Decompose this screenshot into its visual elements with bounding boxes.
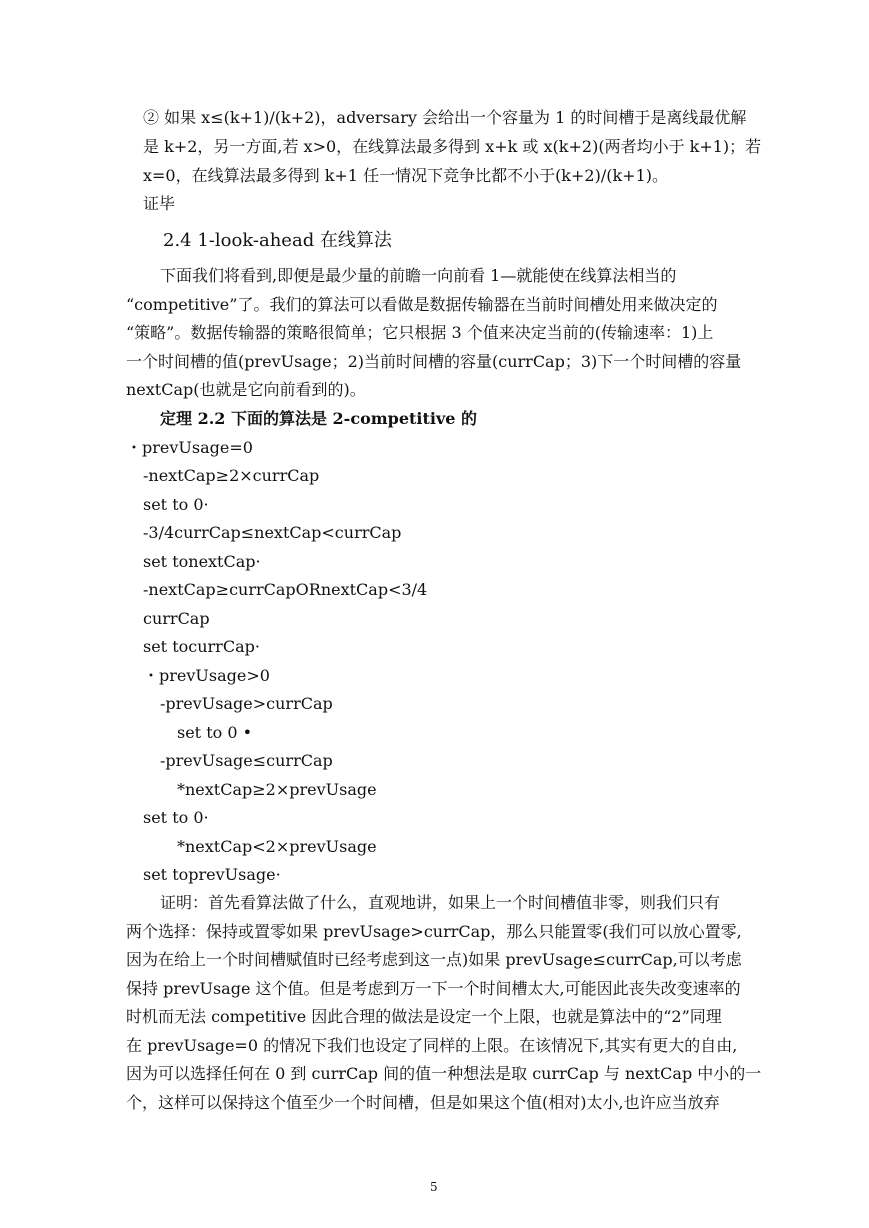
algorithm-line: currCap: [143, 609, 210, 628]
case2-line-3: x=0，在线算法最多得到 k+1 任一情况下竞争比都不小于(k+2)/(k+1)。: [143, 166, 668, 185]
algorithm-line: set toprevUsage·: [143, 865, 281, 884]
intro-line-4: 一个时间槽的值(prevUsage；2)当前时间槽的容量(currCap；3)下一个时间槽的容量: [126, 352, 742, 371]
intro-line-5: nextCap(也就是它向前看到的)。: [126, 380, 366, 399]
algorithm-line: set tonextCap·: [143, 552, 261, 571]
section-heading: 2.4 1-look-ahead 在线算法: [163, 230, 392, 251]
algorithm-line: -nextCap≥2×currCap: [143, 466, 320, 485]
theorem-statement: 定理 2.2 下面的算法是 2-competitive 的: [160, 409, 478, 428]
proof-line-1: 证明：首先看算法做了什么，直观地讲，如果上一个时间槽值非零，则我们只有: [160, 893, 721, 912]
algorithm-line: set to 0 •: [177, 723, 253, 742]
algorithm-line: -nextCap≥currCapORnextCap<3/4: [143, 580, 428, 599]
algorithm-line: -prevUsage≤currCap: [160, 751, 333, 770]
proof-line-3: 因为在给上一个时间槽赋值时已经考虑到这一点)如果 prevUsage≤currCap,可以考虑: [126, 950, 742, 969]
algorithm-line: *nextCap<2×prevUsage: [177, 837, 377, 856]
algorithm-line: set to 0·: [143, 495, 209, 514]
proof-line-4: 保持 prevUsage 这个值。但是考虑到万一下一个时间槽太大,可能因此丧失改变速率的: [126, 979, 741, 998]
algorithm-line: ・prevUsage=0: [126, 438, 253, 457]
intro-line-3: “策略”。数据传输器的策略很简单；它只根据 3 个值来决定当前的(传输速率：1)上: [126, 323, 714, 342]
intro-line-1: 下面我们将看到,即便是最少量的前瞻一向前看 1—就能使在线算法相当的: [160, 266, 677, 285]
algorithm-line: -3/4currCap≤nextCap<currCap: [143, 523, 402, 542]
algorithm-line: -prevUsage>currCap: [160, 694, 333, 713]
proof-end-label: 证毕: [143, 194, 176, 213]
page-number: 5: [430, 1180, 438, 1194]
proof-line-8: 个，这样可以保持这个值至少一个时间槽，但是如果这个值(相对)太小,也许应当放弃: [126, 1093, 720, 1112]
proof-line-7: 因为可以选择任何在 0 到 currCap 间的值一种想法是取 currCap 与 nextCap 中小的一: [126, 1064, 762, 1083]
algorithm-line: *nextCap≥2×prevUsage: [177, 780, 377, 799]
case2-line-2: 是 k+2，另一方面,若 x>0，在线算法最多得到 x+k 或 x(k+2)(两者均小于 k+1)；若: [143, 137, 762, 156]
intro-line-2: “competitive”了。我们的算法可以看做是数据传输器在当前时间槽处用来做决定的: [126, 295, 718, 314]
algorithm-line: set to 0·: [143, 808, 209, 827]
proof-line-5: 时机而无法 competitive 因此合理的做法是设定一个上限，也就是算法中的“2”同理: [126, 1007, 722, 1026]
algorithm-line: set tocurrCap·: [143, 637, 260, 656]
algorithm-line: ・prevUsage>0: [143, 666, 270, 685]
case2-line-1: ② 如果 x≤(k+1)/(k+2)，adversary 会给出一个容量为 1 的时间槽于是离线最优解: [143, 108, 747, 127]
proof-line-6: 在 prevUsage=0 的情况下我们也设定了同样的上限。在该情况下,其实有更大的自由,: [126, 1036, 738, 1055]
proof-line-2: 两个选择：保持或置零如果 prevUsage>currCap，那么只能置零(我们可以放心置零,: [126, 922, 742, 941]
